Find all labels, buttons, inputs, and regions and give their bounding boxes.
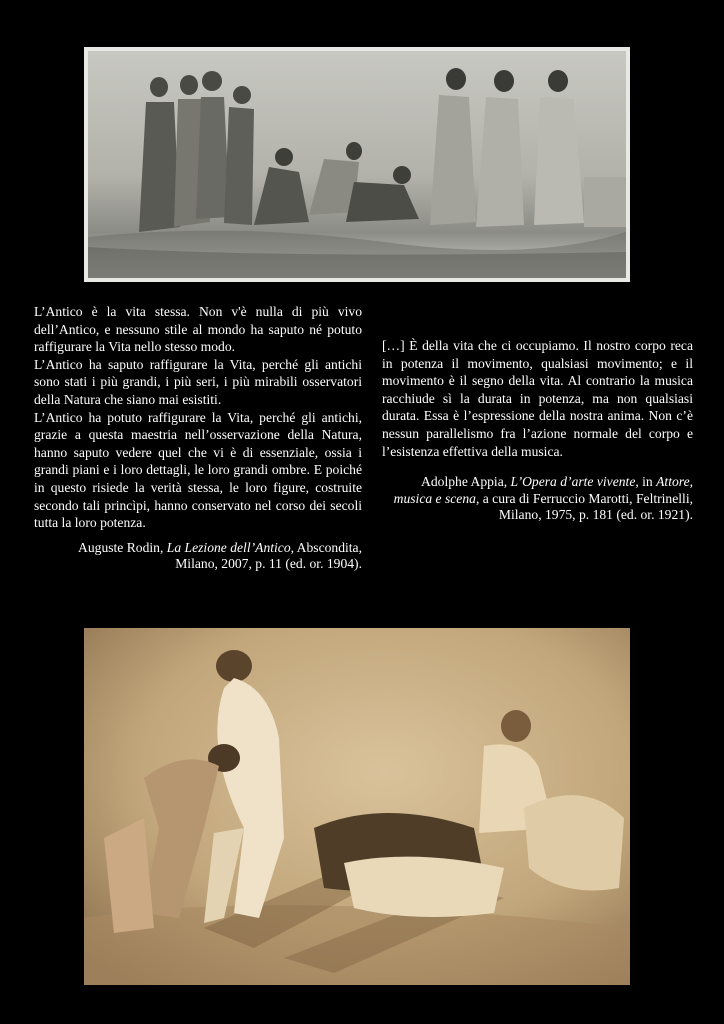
rodin-citation-author: Auguste Rodin, bbox=[78, 539, 167, 555]
appia-citation-middle: in bbox=[638, 474, 657, 490]
appia-citation-title: L’Opera d’arte vivente, bbox=[510, 474, 639, 490]
photo-dancers-frieze-image bbox=[84, 47, 630, 282]
rodin-paragraph-3: L’Antico ha potuto raffigurare la Vita, perché gli antichi, grazie a questa maestria nell’osservazione della Natura, hanno saputo vedere quel che vi è di essenziale, ossia i grandi piani e i loro dettagli, le loro grandi ombre. E poiché in questo risiede la verità stessa, le loro figure, costruite secondo tali princìpi, hanno conservato nel corso dei secoli tutta la loro potenza. bbox=[34, 409, 362, 531]
rodin-paragraph-1: L’Antico è la vita stessa. Non v'è nulla di più vivo dell’Antico, e nessuno stile al mondo ha saputo né potuto raffigurare la Vita nello stesso modo. bbox=[34, 304, 362, 355]
appia-citation-details: , a cura di Ferruccio Marotti, Feltrinelli, Milano, 1975, p. 181 (ed. or. 1921). bbox=[475, 490, 693, 523]
appia-paragraph-1: […] È della vita che ci occupiamo. Il nostro corpo reca in potenza il movimento, qualsiasi movimento; e il movimento è il segno della vita. Al contrario la musica racchiude sì la durata in potenza, ma non qualsiasi durata. Essa è l’espressione della nostra anima. Non c’è nessun parallelismo fra l’azione normale del corpo e l’esistenza effettiva della musica. bbox=[382, 338, 693, 459]
photo-dancers-frieze bbox=[84, 47, 630, 282]
rodin-citation-details: , Abscondita, Milano, 2007, p. 11 (ed. or. 1904). bbox=[175, 539, 362, 572]
rodin-citation bbox=[34, 540, 362, 573]
rodin-paragraph-2: L’Antico ha saputo raffigurare la Vita, perché gli antichi sono stati i più grandi, i più seri, i più mirabili osservatori della Natura che siano mai esistiti. bbox=[34, 356, 362, 407]
appia-quote-column bbox=[382, 337, 693, 524]
rodin-quote-column bbox=[34, 303, 362, 573]
rodin-citation-title: La Lezione dell’Antico bbox=[166, 539, 291, 555]
appia-citation-author: Adolphe Appia, bbox=[421, 474, 511, 490]
appia-citation bbox=[382, 474, 693, 524]
photo-dancers-sepia-image bbox=[84, 628, 630, 985]
appia-citation-title2: Attore, musica e scena bbox=[393, 474, 693, 506]
photo-dancers-sepia bbox=[84, 628, 630, 985]
